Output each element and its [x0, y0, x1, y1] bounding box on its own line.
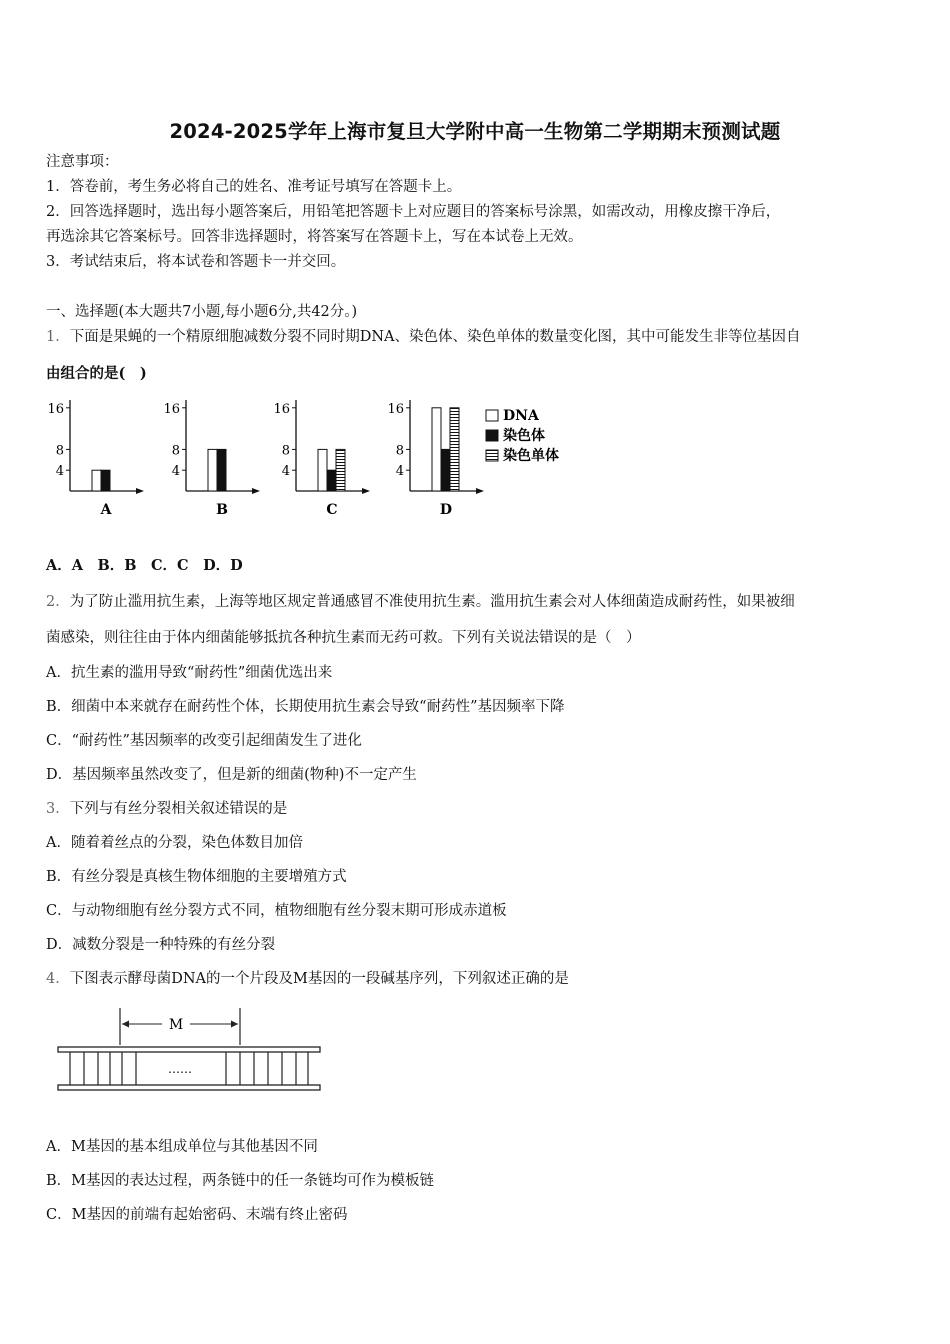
- q3-option-b: B．有丝分裂是真核生物体细胞的主要增殖方式: [46, 869, 347, 885]
- chart-B-x-arrow: [252, 488, 260, 494]
- m-arrowhead-left: [122, 1021, 129, 1028]
- chart-D-tick-label-16: 16: [387, 401, 404, 417]
- bar-D-染色单体: [450, 408, 459, 491]
- chart-A-x-arrow: [136, 488, 144, 494]
- bar-C-DNA: [318, 449, 327, 491]
- bar-C-染色单体: [336, 449, 345, 491]
- section-heading: 一、选择题(本大题共7小题,每小题6分,共42分。): [46, 304, 358, 320]
- q2-option-a: A．抗生素的滥用导致“耐药性”细菌优选出来: [46, 665, 333, 681]
- chart-B-category-label: B: [216, 502, 228, 518]
- legend-label-染色体: 染色体: [503, 428, 545, 444]
- q1-stem-line1: [46, 327, 801, 347]
- bar-B-DNA: [208, 449, 217, 491]
- bar-D-染色体: [441, 449, 450, 491]
- q2-option-b: B．细菌中本来就存在耐药性个体，长期使用抗生素会导致“耐药性”基因频率下降: [46, 699, 565, 715]
- notice-item-3: 3．考试结束后，将本试卷和答题卡一并交回。: [46, 254, 346, 270]
- notice-item-2-cont: 再选涂其它答案标号。回答非选择题时，将答案写在答题卡上，写在本试卷上无效。: [46, 229, 583, 245]
- legend-label-DNA: DNA: [503, 408, 539, 424]
- q4-option-c: C．M基因的前端有起始密码、末端有终止密码: [46, 1207, 348, 1223]
- q1-bar-charts: [40, 392, 600, 527]
- page-title: 2024-2025学年上海市复旦大学附中高一生物第二学期期末预测试题: [169, 120, 781, 143]
- chart-A-tick-label-16: 16: [47, 401, 64, 417]
- bar-D-DNA: [432, 408, 441, 491]
- q4-stem: [46, 969, 569, 989]
- bar-A-DNA: [92, 470, 101, 491]
- q2-stem-line2: 菌感染，则往往由于体内细菌能够抵抗各种抗生素而无药可救。下列有关说法错误的是（ ）: [46, 630, 641, 646]
- q2-option-d: D．基因频率虽然改变了，但是新的细菌(物种)不一定产生: [46, 767, 417, 783]
- chart-C-tick-label-8: 8: [281, 443, 290, 459]
- q4-option-b: B．M基因的表达过程，两条链中的任一条链均可作为模板链: [46, 1173, 435, 1189]
- chart-B-tick-label-4: 4: [171, 464, 180, 480]
- bar-A-染色体: [101, 470, 110, 491]
- bar-B-染色体: [217, 449, 226, 491]
- legend-swatch-染色单体: [486, 450, 498, 461]
- notice-item-2: 2．回答选择题时，选出每小题答案后，用铅笔把答题卡上对应题目的答案标号涂黑，如需改动，用橡皮擦干净后，: [46, 204, 781, 220]
- q4-number: 4．: [46, 971, 70, 987]
- chart-C-category-label: C: [326, 502, 338, 518]
- chart-A-tick-label-4: 4: [55, 464, 64, 480]
- legend-label-染色单体: 染色单体: [503, 448, 559, 464]
- chart-A-tick-label-8: 8: [55, 443, 64, 459]
- chart-D-x-arrow: [476, 488, 484, 494]
- q2-option-c: C．“耐药性”基因频率的改变引起细菌发生了进化: [46, 733, 362, 749]
- q1-stem-line2: 由组合的是( ): [46, 365, 147, 382]
- chart-B-tick-label-8: 8: [171, 443, 180, 459]
- chart-D-tick-label-8: 8: [395, 443, 404, 459]
- q3-option-d: D．减数分裂是一种特殊的有丝分裂: [46, 937, 276, 953]
- legend-swatch-DNA: [486, 410, 498, 421]
- chart-D-tick-label-4: 4: [395, 464, 404, 480]
- legend-swatch-染色体: [486, 430, 498, 441]
- m-gene-label: M: [168, 1017, 184, 1033]
- q4-stem-text: 下图表示酵母菌DNA的一个片段及M基因的一段碱基序列，下列叙述正确的是: [69, 971, 569, 987]
- notice-item-1: 1．答卷前，考生务必将自己的姓名、准考证号填写在答题卡上。: [46, 179, 462, 195]
- m-arrowhead-right: [231, 1021, 238, 1028]
- q3-option-a: A．随着着丝点的分裂，染色体数目加倍: [46, 835, 303, 851]
- chart-C-x-arrow: [362, 488, 370, 494]
- q3-stem: [46, 799, 287, 819]
- q1-stem-text: 下面是果蝇的一个精原细胞减数分裂不同时期DNA、染色体、染色单体的数量变化图，其中可能发生非等位基因自: [69, 329, 801, 345]
- chart-D-category-label: D: [439, 502, 453, 518]
- q1-number: 1．: [46, 329, 70, 345]
- sequence-ellipsis: ……: [168, 1062, 192, 1076]
- chart-C-tick-label-4: 4: [281, 464, 290, 480]
- q3-number: 3．: [46, 801, 70, 817]
- q3-option-c: C．与动物细胞有丝分裂方式不同，植物细胞有丝分裂末期可形成赤道板: [46, 903, 507, 919]
- chart-A-category-label: A: [100, 502, 112, 518]
- q2-stem-line1: [46, 592, 795, 612]
- q2-number: 2．: [46, 594, 70, 610]
- chart-C-tick-label-16: 16: [273, 401, 290, 417]
- q4-dna-figure: [50, 1005, 330, 1100]
- bar-C-染色体: [327, 470, 336, 491]
- q4-option-a: A．M基因的基本组成单位与其他基因不同: [46, 1139, 318, 1155]
- q1-options: A．A B．B C．C D．D: [46, 557, 243, 574]
- dna-strand-top: [58, 1047, 320, 1052]
- dna-strand-bottom: [58, 1085, 320, 1090]
- notice-heading: 注意事项：: [46, 154, 119, 170]
- q3-stem-text: 下列与有丝分裂相关叙述错误的是: [69, 801, 288, 817]
- chart-B-tick-label-16: 16: [163, 401, 180, 417]
- q2-stem-text: 为了防止滥用抗生素，上海等地区规定普通感冒不准使用抗生素。滥用抗生素会对人体细菌造成耐药性，如果被细: [69, 594, 795, 610]
